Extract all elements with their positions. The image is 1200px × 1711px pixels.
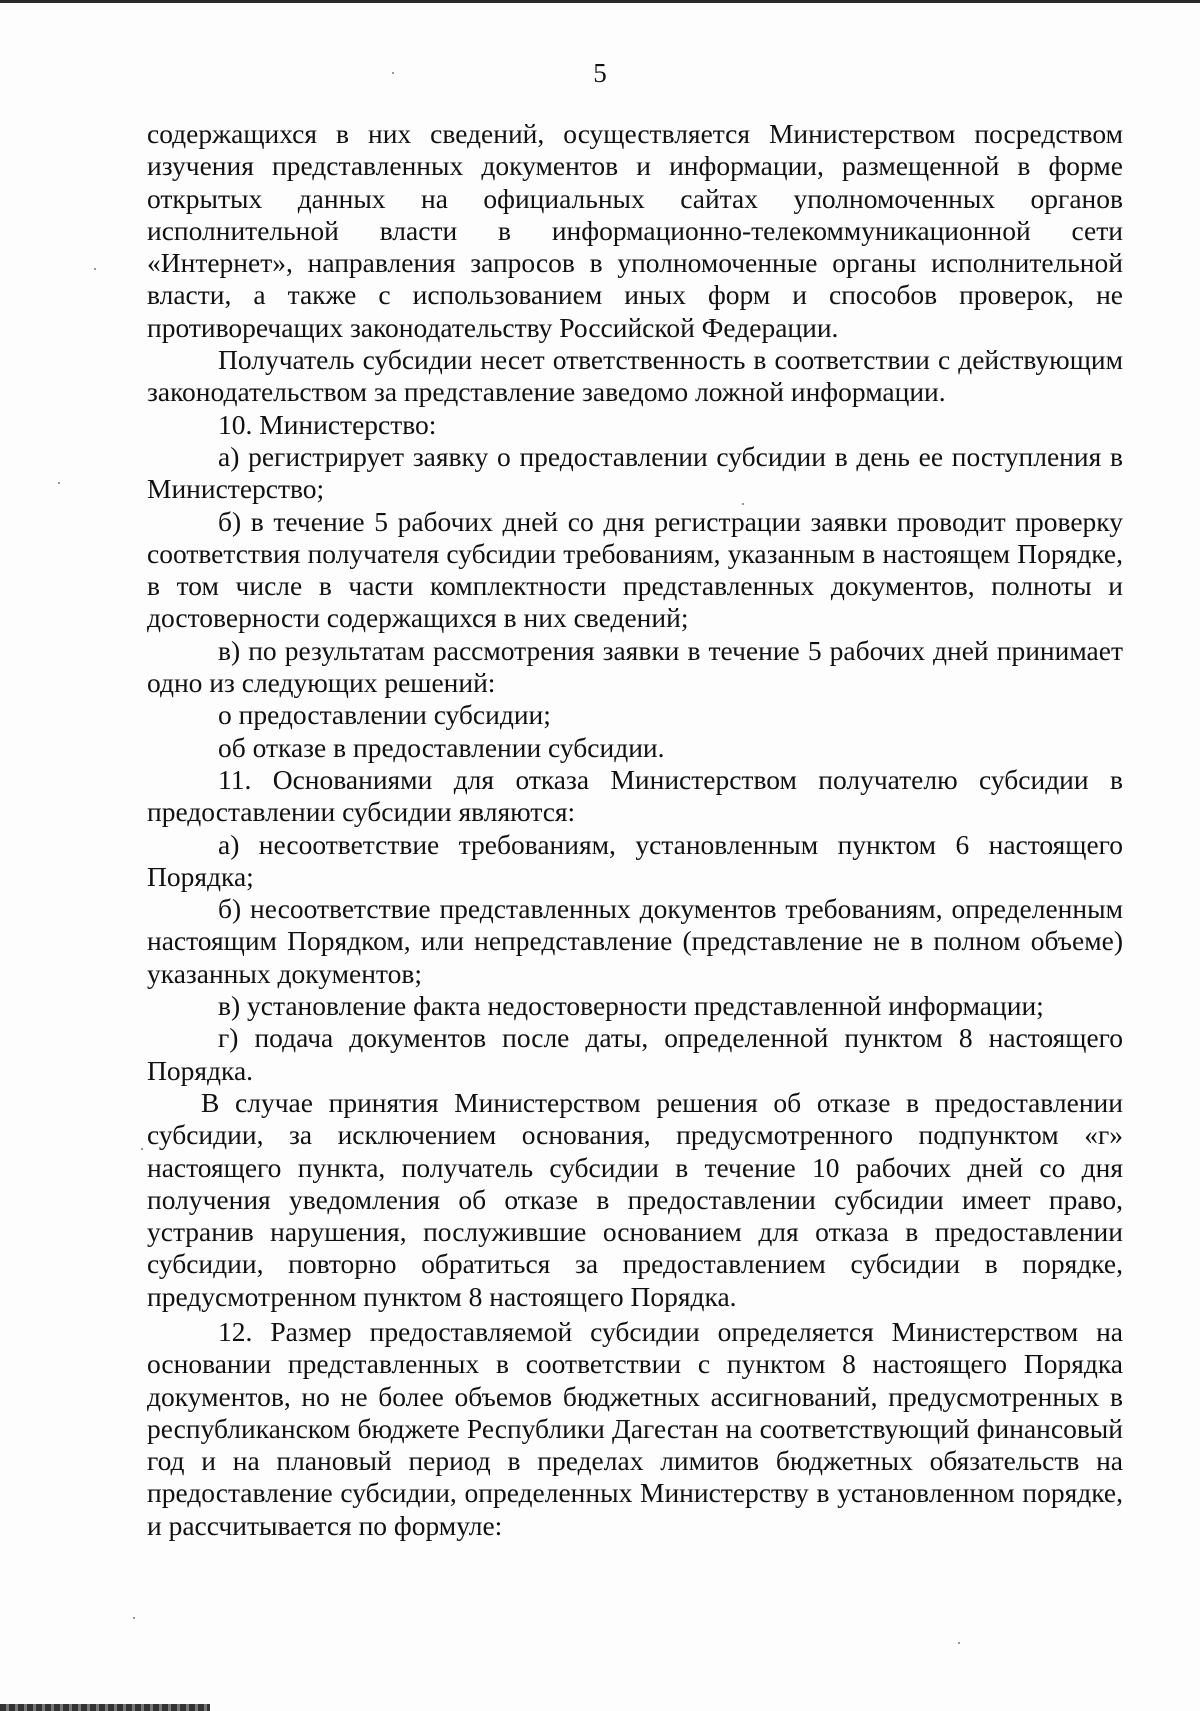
paragraph-10a: а) регистрирует заявку о предоставлении субсидии в день ее поступления в Министерство; [147,440,1123,505]
decision-option-grant: о предоставлении субсидии; [218,699,551,731]
scan-top-edge [0,0,1200,3]
decision-option-refuse: об отказе в предоставлении субсидии. [218,731,665,763]
paragraph-10-heading: 10. Министерство: [218,408,437,440]
scan-speck [133,1617,135,1619]
paragraph-11g: г) подача документов после даты, определенной пунктом 8 настоящего Порядка. [147,1022,1123,1086]
paragraph-refusal-resubmission: В случае принятия Министерством решения об отказе в предоставлении субсидии, за исключением основания, предусмотренного подпунктом «г» настоящего пункта, получатель субсидии в течение 10 рабочих дней со дня получения уведомления об отказе в предоставлении субсидии имеет право, устранив нарушения, послужившие основанием для отказа в предоставлении субсидии, повторно обратиться за предоставлением субсидии в порядке, предусмотренном пунктом 8 настоящего Порядка. [147,1086,1123,1312]
paragraph-10v: в) по результатам рассмотрения заявки в течение 5 рабочих дней принимает одно из следующих решений: [147,634,1123,699]
scan-speck [58,482,60,484]
paragraph-11b: б) несоответствие представленных документов требованиям, определенным настоящим Порядком, или непредставление (представление не в полном объеме) указанных документов; [147,893,1123,989]
paragraph-10b: б) в течение 5 рабочих дней со дня регистрации заявки проводит проверку соответствия получателя субсидии требованиям, указанным в настоящем Порядке, в том числе в части комплектности представленных документов, полноты и достоверности содержащихся в них сведений; [147,505,1123,634]
scan-speck [94,268,96,270]
scan-bottom-edge [0,1704,210,1711]
paragraph-12: 12. Размер предоставляемой субсидии определяется Министерством на основании представленных в соответствии с пунктом 8 настоящего Порядка документов, но не более объемов бюджетных ассигнований, предусмотренных в республиканском бюджете Республики Дагестан на соответствующий финансовый год и на плановый период в пределах лимитов бюджетных обязательств на предоставление субсидии, определенных Министерству в установленном порядке, и рассчитывается по формуле: [147,1315,1123,1541]
document-body [147,118,1123,1542]
paragraph-11v: в) установление факта недостоверности представленной информации; [218,990,1044,1022]
scan-speck [742,503,744,505]
page-number: 5 [593,58,607,88]
paragraph-11: 11. Основаниями для отказа Министерством получателю субсидии в предоставлении субсидии являются: [147,763,1123,828]
scan-speck [958,1642,960,1644]
paragraph-11a: а) несоответствие требованиям, установленным пунктом 6 настоящего Порядка; [147,828,1123,892]
scan-speck [392,72,394,74]
paragraph-continuation: содержащихся в них сведений, осуществляется Министерством посредством изучения представленных документов и информации, размещенной в форме открытых данных на официальных сайтах уполномоченных органов исполнительной власти в информационно-телекоммуникационной сети «Интернет», направления запросов в уполномоченные органы исполнительной власти, а также с использованием иных форм и способов проверок, не противоречащих законодательству Российской Федерации. [147,118,1123,343]
scan-speck [141,1148,143,1150]
paragraph-liability: Получатель субсидии несет ответственность в соответствии с действующим законодательством за представление заведомо ложной информации. [147,344,1123,408]
